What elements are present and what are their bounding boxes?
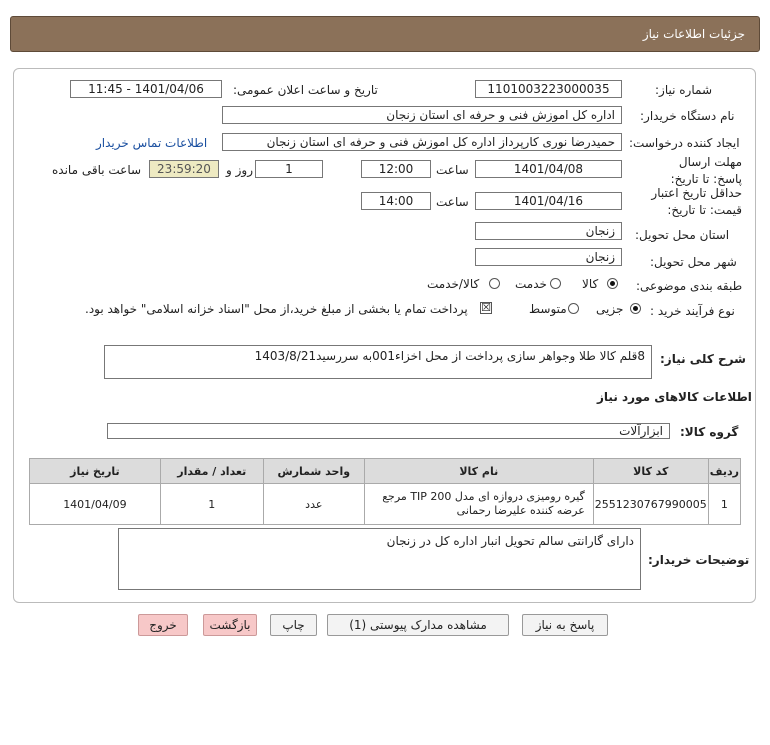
- validity-time-field: 14:00: [361, 192, 431, 210]
- process-partial-label: جزیی: [596, 302, 624, 316]
- cell-qty: 1: [160, 484, 263, 525]
- cell-date: 1401/04/09: [30, 484, 161, 525]
- reply-time-field: 12:00: [361, 160, 431, 178]
- view-attachments-button[interactable]: مشاهده مدارک پیوستی (1): [327, 614, 509, 636]
- goods-table-header: [30, 459, 741, 484]
- buyer-notes-label: توضیحات خریدار:: [648, 553, 750, 567]
- cell-code: 2551230767990005: [593, 484, 708, 525]
- province-field: زنجان: [475, 222, 622, 240]
- announce-label: تاریخ و ساعت اعلان عمومی:: [233, 83, 378, 97]
- page-header: [10, 16, 760, 52]
- category-label: طبقه بندی موضوعی:: [636, 279, 743, 293]
- table-row: [30, 484, 741, 525]
- days-label: روز و: [226, 163, 253, 177]
- validity-date-field: 1401/04/16: [475, 192, 622, 210]
- requester-label: ایجاد کننده درخواست:: [629, 136, 740, 150]
- reply-deadline-label: مهلت ارسال پاسخ: تا تاریخ:: [670, 155, 742, 186]
- category-both-radio[interactable]: [489, 278, 500, 289]
- cell-unit: عدد: [263, 484, 364, 525]
- goods-info-title: اطلاعات کالاهای مورد نیاز: [597, 390, 752, 404]
- process-medium-radio[interactable]: [568, 303, 579, 314]
- process-medium-label: متوسط: [529, 302, 567, 316]
- city-label: شهر محل تحویل:: [650, 255, 737, 269]
- validity-time-label: ساعت: [436, 195, 469, 209]
- col-qty-header: تعداد / مقدار: [160, 459, 263, 484]
- buyer-org-field: اداره کل اموزش فنی و حرفه ای استان زنجان: [222, 106, 622, 124]
- need-number-field: 1101003223000035: [475, 80, 622, 98]
- remaining-time-field: 23:59:20: [149, 160, 219, 178]
- category-both-label: کالا/خدمت: [427, 277, 480, 291]
- category-goods-radio[interactable]: [607, 278, 618, 289]
- col-name-header: نام کالا: [364, 459, 593, 484]
- process-label: نوع فرآیند خرید :: [650, 304, 735, 318]
- reply-button[interactable]: پاسخ به نیاز: [522, 614, 608, 636]
- remaining-label: ساعت باقی مانده: [52, 163, 142, 177]
- back-button[interactable]: بازگشت: [203, 614, 257, 636]
- general-desc-field: 8قلم کالا طلا وجواهر سازی پرداخت از محل اخزاء001به سررسید1403/8/21: [104, 345, 652, 379]
- goods-group-field: ابزارآلات: [107, 423, 670, 439]
- treasury-payment-checkbox[interactable]: ☒: [481, 301, 491, 314]
- exit-button[interactable]: خروج: [138, 614, 188, 636]
- buyer-org-label: نام دستگاه خریدار:: [640, 109, 735, 123]
- print-button[interactable]: چاپ: [270, 614, 317, 636]
- reply-date-field: 1401/04/08: [475, 160, 622, 178]
- requester-field: حمیدرضا نوری کارپرداز اداره کل اموزش فنی و حرفه ای استان زنجان: [222, 133, 622, 151]
- col-unit-header: واحد شمارش: [263, 459, 364, 484]
- general-desc-label: شرح کلی نیاز:: [660, 352, 746, 366]
- goods-group-label: گروه کالا:: [680, 425, 739, 439]
- validity-label: حداقل تاریخ اعتبار قیمت: تا تاریخ:: [651, 186, 742, 217]
- city-field: زنجان: [475, 248, 622, 266]
- province-label: استان محل تحویل:: [635, 228, 730, 242]
- cell-row: 1: [708, 484, 740, 525]
- goods-table: [29, 458, 741, 525]
- need-number-label: شماره نیاز:: [655, 83, 712, 97]
- col-code-header: کد کالا: [593, 459, 708, 484]
- category-goods-label: کالا: [582, 277, 599, 291]
- payment-note: پرداخت تمام یا بخشی از مبلغ خرید،از محل "اسناد خزانه اسلامی" خواهد بود.: [85, 302, 468, 316]
- page-title: جزئیات اطلاعات نیاز: [642, 27, 745, 41]
- cell-name: گیره رومیزی دروازه ای مدل TIP 200 مرجع عرضه کننده علیرضا رحمانی: [364, 484, 593, 525]
- category-service-radio[interactable]: [550, 278, 561, 289]
- col-row-header: ردیف: [708, 459, 740, 484]
- days-field: 1: [255, 160, 323, 178]
- category-service-label: خدمت: [515, 277, 547, 291]
- reply-time-label: ساعت: [436, 163, 469, 177]
- buyer-notes-field: دارای گارانتی سالم تحویل انبار اداره کل در زنجان: [118, 528, 641, 590]
- process-partial-radio[interactable]: [630, 303, 641, 314]
- contact-info-link[interactable]: اطلاعات تماس خریدار: [96, 136, 208, 150]
- announce-field: 1401/04/06 - 11:45: [70, 80, 222, 98]
- col-date-header: تاریخ نیاز: [30, 459, 161, 484]
